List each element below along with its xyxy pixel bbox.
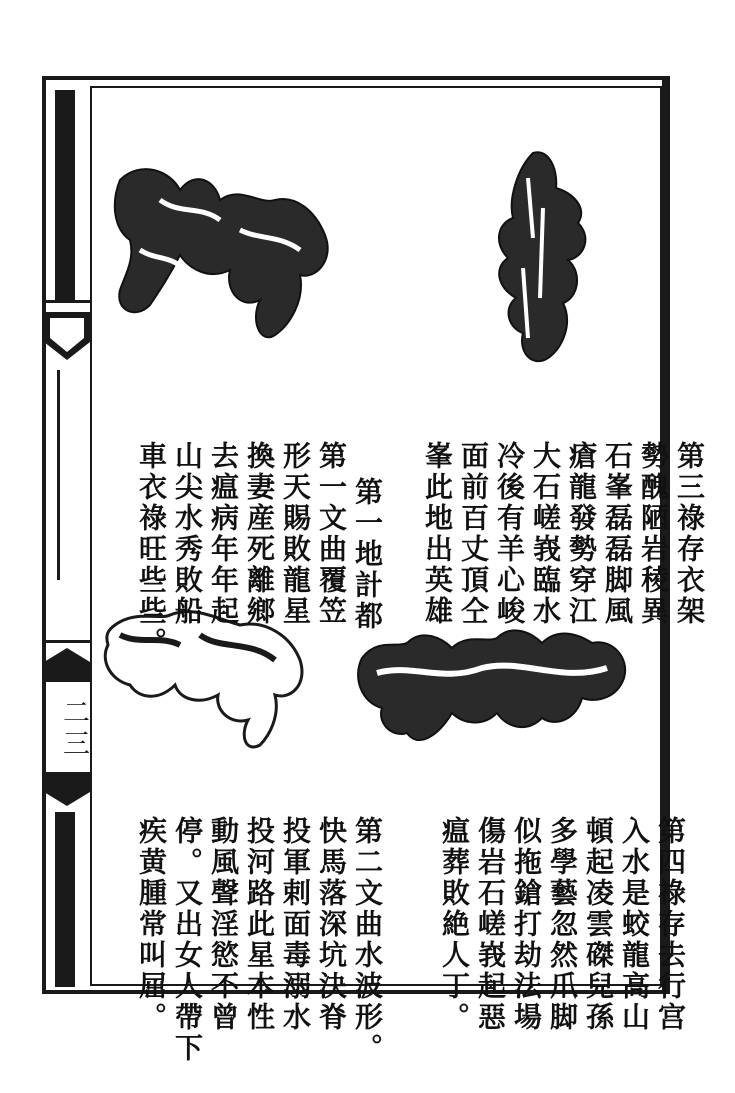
margin-line [57,370,60,580]
text-line: 多學藝忽然爪脚 [546,816,579,1033]
text-line: 第三祿存衣架 [673,441,706,627]
text-line: 入水是蛟龍高山 [618,816,651,1033]
text-line: 投河路此星本性 [243,816,276,1033]
text-line: 動風聲淫慾不曾 [207,816,240,1033]
text-line: 傷岩石嵯峩起惡 [474,816,507,1033]
mountain-drawing-second [100,605,310,755]
text-line: 疾黄腫常叫屈。 [135,816,168,1033]
page-number: 二三 [58,698,89,760]
text-block-third [383,390,735,627]
text-line: 第四祿存去行宫 [654,816,687,1033]
text-line: 第一文曲覆笠 [315,441,348,627]
margin-bar-top [55,90,75,300]
text-line: 石峯磊磊脚風 [601,441,634,627]
text-block-second [97,765,421,1064]
text-line: 面前百丈頂仝 [457,441,490,627]
margin-rule [44,300,90,303]
text-block-first [97,390,421,658]
text-line: 第一地計都 [351,477,384,632]
mountain-drawing-first [100,160,340,350]
fishtail-top-icon [44,312,90,362]
text-line: 瘟葬敗絶人丁。 [438,816,471,1033]
text-line: 換妻産死離鄉 [243,441,276,627]
mountain-drawing-third [478,148,598,370]
text-line: 山尖水秀敗船 [171,441,204,627]
text-line: 投軍剌面毒溺水 [279,816,312,1033]
text-line: 頓起凌雲磔兒孫 [582,816,615,1033]
text-line: 車衣祿旺些些。 [135,441,168,658]
fishtail-mid-icon [44,648,90,682]
text-line: 瘡龍發勢穿江 [565,441,598,627]
text-line: 似拖鎗打劫法場 [510,816,543,1033]
text-line: 第二文曲水波形。 [351,816,384,1064]
mountain-drawing-fourth [352,618,634,750]
margin-bar-bottom [55,812,75,987]
text-line: 快馬落深坑決脊 [315,816,348,1033]
fishtail-bottom-icon [44,772,90,806]
text-block-fourth [400,765,724,1033]
text-line: 去瘟病年年起 [207,441,240,627]
text-line: 大石嵯峩臨水 [529,441,562,627]
text-line: 冷後有羊心峻 [493,441,526,627]
margin-rule [44,640,90,643]
text-line: 勢醜陋岩稜異 [637,441,670,627]
text-line: 峯此地出英雄 [421,441,454,627]
text-line: 停。又出女人帶下 [171,816,204,1064]
text-line: 形天賜敗龍星 [279,441,312,627]
